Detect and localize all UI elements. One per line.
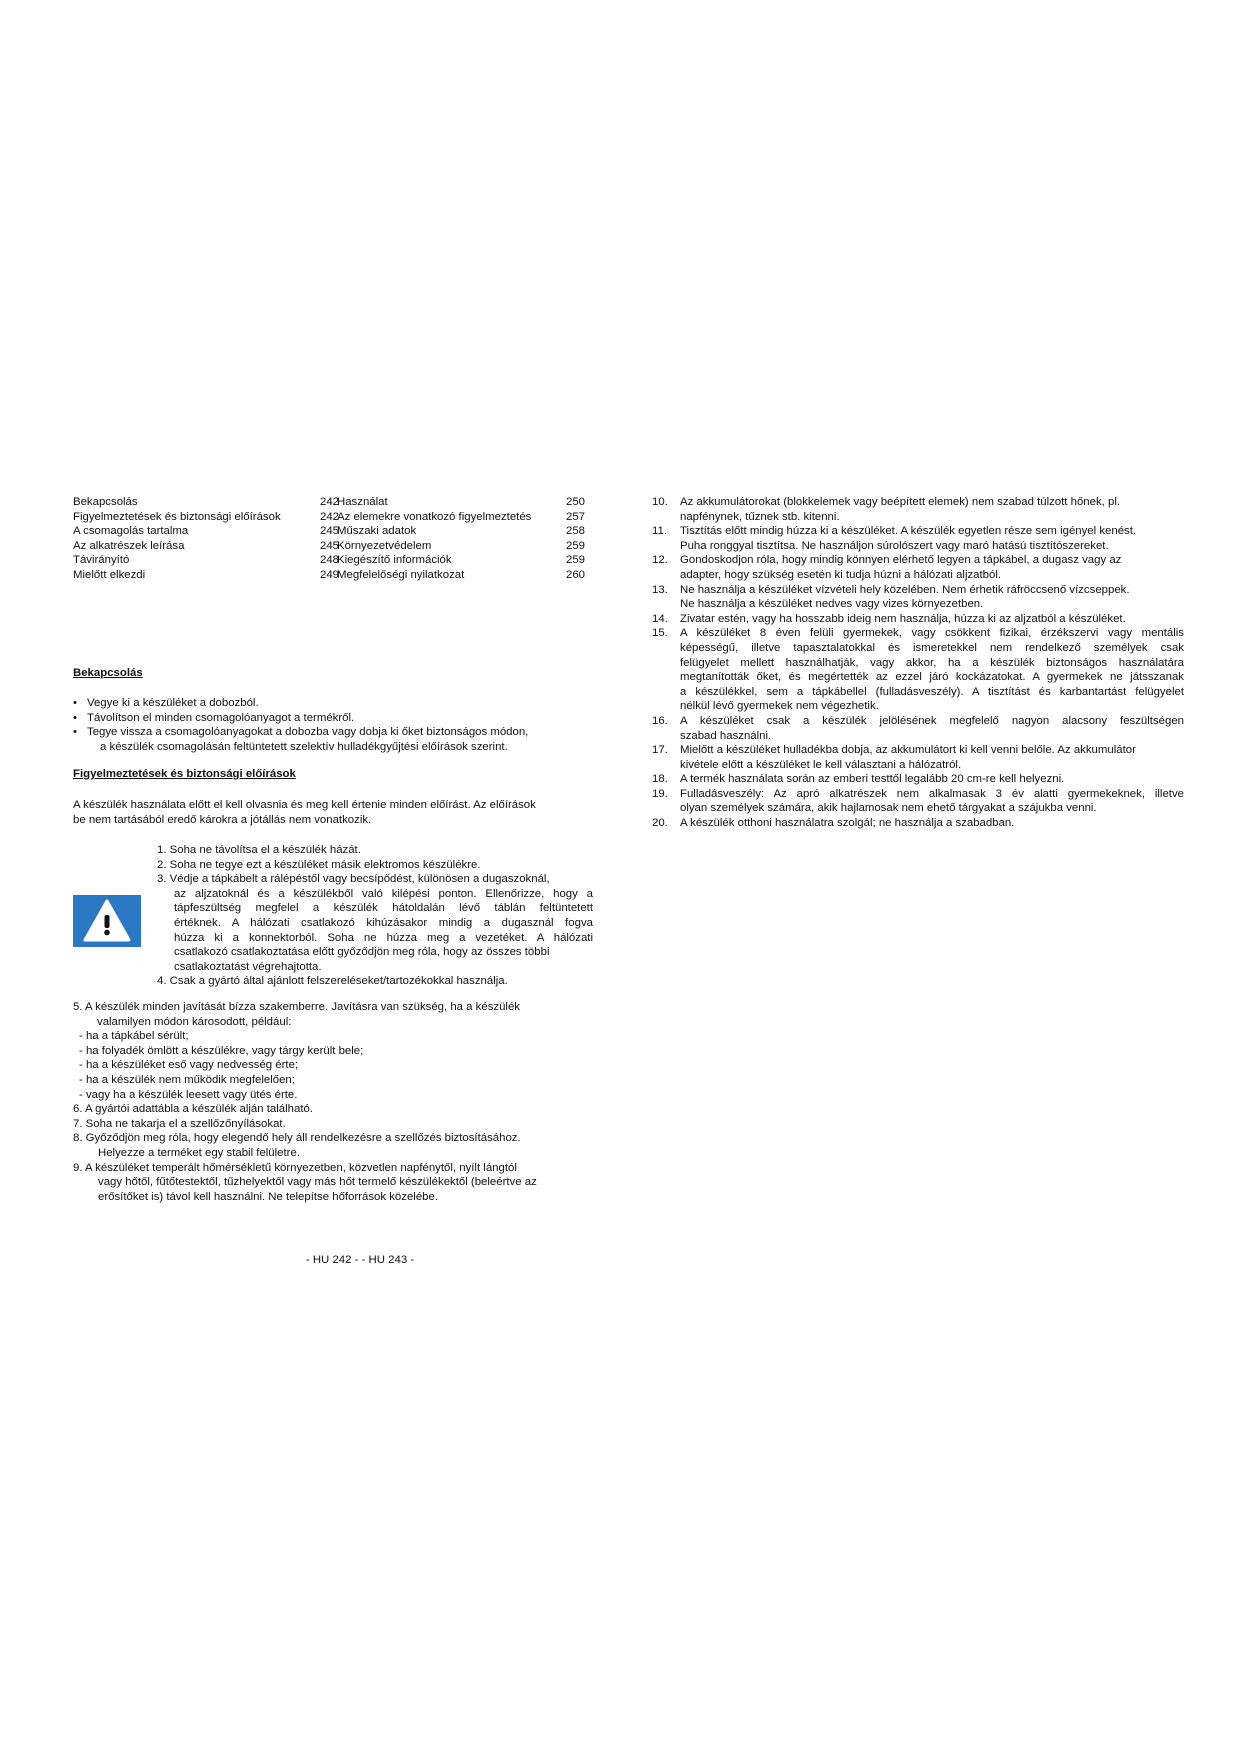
list-item-line: Zivatar estén, vagy ha hosszabb ideig nem használja, húzza ki az aljzatból a készüléket.	[680, 612, 1126, 625]
toc-entry-label: Megfelelőségi nyilatkozat	[337, 568, 465, 581]
list-item-line: Tisztítás előtt mindig húzza ki a készüléket. A készülék egyetlen része sem igényel kenést.	[680, 525, 1137, 538]
toc-entry-page: 245	[319, 525, 339, 538]
toc-entry-page: 245	[319, 539, 339, 552]
toc-entry[interactable]	[73, 495, 339, 510]
list-item-number: 15.	[652, 627, 668, 640]
toc-entry[interactable]	[337, 510, 585, 525]
toc-entry[interactable]	[337, 568, 585, 583]
list-item-line: nélkül lévő gyermekek nem végezhetik.	[680, 700, 879, 713]
list-item	[73, 725, 593, 754]
list-item-text: Tegye vissza a csomagolóanyagokat a dobozba vagy dobja ki őket biztonságos módon,	[87, 726, 529, 739]
toc-column-left	[73, 495, 339, 583]
toc-column-right	[337, 495, 585, 583]
toc-entry-page: 242	[319, 496, 339, 508]
bullet-icon: •	[73, 726, 77, 739]
list-item-continued: valamilyen módon károsodott, például:	[97, 1015, 292, 1028]
toc-entry-label: A csomagolás tartalma	[73, 525, 189, 538]
intro-paragraph	[73, 798, 536, 827]
list-item-continued: csatlakozó csatlakoztatása előtt győződjön meg róla, hogy az összes többi	[174, 946, 550, 959]
toc-entry[interactable]	[73, 539, 339, 554]
bullet-icon: •	[73, 697, 77, 709]
list-item-text: Vegye ki a készüléket a dobozból.	[87, 697, 259, 709]
toc-entry[interactable]	[337, 524, 585, 539]
toc-entry-label: Használat	[337, 496, 388, 508]
list-item-continued: értéknek. A hálózati csatlakozó kihúzásakor mindig a dugasznál fogva	[174, 916, 593, 929]
dash-item: - vagy ha a készülék leesett vagy ütés érte.	[79, 1088, 298, 1101]
numbered-list-right	[652, 495, 1184, 831]
bullet-icon: •	[73, 711, 77, 724]
dash-item: - ha a készülék nem működik megfelelően;	[79, 1073, 295, 1086]
list-item-number: 11.	[652, 525, 667, 538]
list-item-continued: erősítőket is) távol kell használni. Ne telepítse hőforrások közelébe.	[98, 1190, 438, 1203]
list-item-line: képességű, illetve tapasztalatokkal és ismeretekkel nem rendelkező személyek csak	[680, 641, 1184, 654]
list-item-number: 14.	[652, 612, 668, 625]
toc-entry-label: Bekapcsolás	[73, 496, 138, 508]
list-item-line: napfénynek, tűznek stb. kitenni.	[680, 510, 840, 523]
list-item-line: Ne használja a készüléket nedves vagy vizes környezetben.	[680, 598, 984, 611]
intro-line: be nem tartásából eredő károkra a jótállás nem vonatkozik.	[73, 813, 372, 826]
toc-entry-label: Mielőtt elkezdi	[73, 568, 146, 581]
list-item	[652, 743, 1184, 772]
list-item-continued: csatlakoztatást végrehajtotta.	[174, 960, 322, 973]
list-item-line: A készülék otthoni használatra szolgál; ne használja a szabadban.	[680, 817, 1015, 830]
list-item-line: a készülékkel, sem a tápkábellel (fulladásveszély). A tisztítást és karbantartást felügyelet	[680, 685, 1184, 698]
list-item: 3. Védje a tápkábelt a rálépéstől vagy becsípődést, különösen a dugaszoknál,	[157, 873, 550, 886]
list-item	[652, 626, 1184, 714]
section-heading-warnings: Figyelmeztetések és biztonsági előírások	[73, 768, 296, 780]
list-item-text-continued: a készülék csomagolásán feltüntetett szelektív hulladékgyűjtési előírások szerint.	[100, 740, 508, 753]
list-item-line: A készüléket 8 éven felüli gyermekek, vagy csökkent fizikai, érzékszervi vagy mentális	[680, 627, 1184, 640]
list-item-continued: az aljzatoknál és a készülékből való kilépési ponton. Ellenőrizze, hogy a	[174, 887, 593, 900]
list-item-line: Ne használja a készüléket vízvételi hely közelében. Nem érhetik ráfröccsenő vízcseppek.	[680, 583, 1130, 596]
list-item-line: A készüléket csak a készülék jelölésének megfelelő nagyon alacsony feszültségen	[680, 714, 1184, 727]
toc-entry[interactable]	[337, 539, 585, 554]
toc-entry-label: Környezetvédelem	[337, 539, 432, 552]
list-item-line: adapter, hogy szükség esetén ki tudja húzni a hálózati aljzatból.	[680, 568, 1002, 581]
page-numbers-footer: - HU 242 - - HU 243 -	[305, 1254, 415, 1266]
list-item-line: szabad használni.	[680, 729, 772, 742]
list-item-number: 17.	[652, 744, 668, 757]
toc-entry[interactable]	[73, 553, 339, 568]
toc-entry-page: 248	[319, 554, 339, 567]
dash-item: - ha a készüléket eső vagy nedvesség érte;	[79, 1059, 299, 1072]
toc-entry-page: 259	[565, 539, 585, 552]
list-item-number: 19.	[652, 787, 668, 800]
list-item	[652, 816, 1184, 831]
list-item-continued: vagy hőtől, fűtőtestektől, tűzhelyektől vagy más hőt termelő készülékektől (beleértve az	[98, 1176, 537, 1189]
toc-entry-page: 250	[565, 496, 585, 508]
list-item-line: Puha ronggyal tisztítsa. Ne használjon súrolószert vagy maró hatású tisztítószereket.	[680, 539, 1109, 552]
list-item-line: A termék használata során az emberi testtől legalább 20 cm-re kell helyezni.	[680, 773, 1065, 786]
toc-entry-label: Figyelmeztetések és biztonsági előírások	[73, 510, 281, 523]
list-item	[652, 495, 1184, 524]
list-item-line: felügyelet mellett használhatják, vagy akkor, ha a készülék biztonságos használatára	[680, 656, 1184, 669]
intro-line: A készülék használata előtt el kell olvasnia és meg kell értenie minden előírást. Az előírások	[73, 799, 536, 811]
list-item: 4. Csak a gyártó által ajánlott felszereléseket/tartozékokkal használja.	[157, 975, 508, 988]
list-item-continued: tápfeszültség megfelel a készülék hátoldalán lévő táblán feltüntetett	[174, 902, 593, 915]
toc-entry[interactable]	[73, 524, 339, 539]
toc-entry-label: Az elemekre vonatkozó figyelmeztetés	[337, 510, 532, 523]
toc-entry-label: Az alkatrészek leírása	[73, 539, 185, 552]
list-item	[73, 711, 593, 726]
list-item	[652, 553, 1184, 582]
list-item	[73, 696, 593, 711]
list-item-number: 20.	[652, 817, 668, 830]
toc-entry-page: 242	[319, 510, 339, 523]
toc-entry[interactable]	[73, 510, 339, 525]
toc-entry-label: Műszaki adatok	[337, 525, 417, 538]
list-item	[652, 714, 1184, 743]
list-item: 2. Soha ne tegye ezt a készüléket másik elektromos készülékre.	[157, 858, 481, 871]
list-item-number: 12.	[652, 554, 668, 567]
list-item: 9. A készüléket temperált hőmérsékletű környezetben, közvetlen napfénytől, nyílt lángtól	[73, 1161, 517, 1174]
list-item-number: 10.	[652, 496, 668, 508]
list-item: 5. A készülék minden javítását bízza szakemberre. Javításra van szükség, ha a készülék	[73, 1001, 520, 1013]
warning-list	[157, 843, 593, 989]
toc-entry-label: Távirányító	[73, 554, 130, 567]
list-item-number: 16.	[652, 714, 668, 727]
dash-item: - ha folyadék ömlött a készülékre, vagy tárgy került bele;	[79, 1044, 364, 1057]
list-item-number: 18.	[652, 773, 668, 786]
list-item: 6. A gyártói adattábla a készülék alján található.	[73, 1103, 313, 1116]
list-item-continued: húzza ki a konnektorból. Soha ne húzza meg a vezetéket. A hálózati	[174, 931, 593, 944]
toc-entry-label: Kiegészítő információk	[337, 554, 452, 567]
toc-entry-page: 257	[565, 510, 585, 523]
list-item-line: kivétele előtt a készüléket le kell választani a hálózatról.	[680, 758, 962, 771]
list-item	[652, 583, 1184, 612]
toc-entry-page: 258	[565, 525, 585, 538]
toc-entry[interactable]	[73, 568, 339, 583]
list-item-continued: Helyezze a terméket egy stabil felületre.	[98, 1146, 300, 1159]
warning-triangle-icon	[73, 895, 141, 947]
list-item-number: 13.	[652, 583, 668, 596]
list-item-line: olyan személyek számára, akik hajlamosak nem ehető tárgyakat a szájukba venni.	[680, 802, 1097, 815]
toc-entry-page: 259	[565, 554, 585, 567]
list-item-text: Távolítson el minden csomagolóanyagot a termékről.	[87, 711, 355, 724]
list-item	[652, 612, 1184, 627]
toc-entry[interactable]	[337, 553, 585, 568]
list-item-line: Mielőtt a készüléket hulladékba dobja, az akkumulátort ki kell venni belőle. Az akkumulátor	[680, 744, 1136, 757]
list-item	[652, 787, 1184, 816]
list-item: 1. Soha ne távolítsa el a készülék házát.	[157, 844, 361, 856]
list-item-line: Fulladásveszély: Az apró alkatrészek nem alkalmasak 3 év alatti gyermekeknek, illetve	[680, 787, 1184, 800]
list-item: 8. Győződjön meg róla, hogy elegendő hely áll rendelkezésre a szellőzés biztosításához.	[73, 1132, 521, 1145]
section-heading-bekapcsolas: Bekapcsolás	[73, 667, 143, 679]
toc-entry[interactable]	[337, 495, 585, 510]
toc-entry-page: 260	[565, 568, 585, 581]
list-item-line: Az akkumulátorokat (blokkelemek vagy beépített elemek) nem szabad túlzott hőnek, pl.	[680, 496, 1121, 508]
list-item	[652, 524, 1184, 553]
dash-item: - ha a tápkábel sérült;	[79, 1030, 189, 1043]
unpacking-bullet-list	[73, 696, 593, 754]
numbered-list-left	[73, 1000, 603, 1204]
list-item-line: megtanították őket, és megértették az ezzel járó kockázatokat. A gyermekek ne játsszanak	[680, 671, 1184, 684]
list-item: 7. Soha ne takarja el a szellőzőnyílásokat.	[73, 1117, 286, 1130]
list-item-line: Gondoskodjon róla, hogy mindig könnyen elérhető legyen a tápkábel, a dugasz vagy az	[680, 554, 1122, 567]
toc-entry-page: 249	[319, 568, 339, 581]
list-item	[652, 772, 1184, 787]
